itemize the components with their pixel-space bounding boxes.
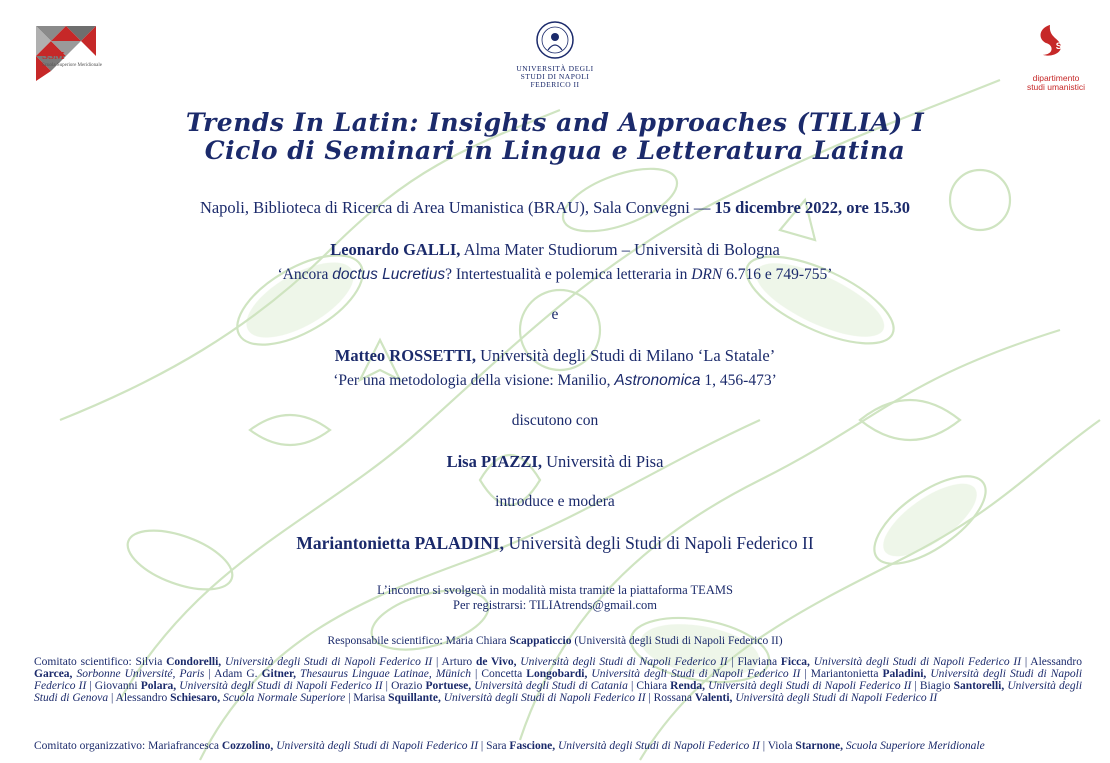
committee-text-run: | Marisa bbox=[345, 692, 389, 704]
svg-text:SU: SU bbox=[1055, 41, 1069, 52]
speaker-1 bbox=[0, 240, 1110, 260]
discuss-label: discutono con bbox=[511, 412, 599, 429]
info-teams: L’incontro si svolgerà in modalità mista tramite la piattaforma TEAMS bbox=[377, 583, 733, 597]
committee-text-run: Gitner, bbox=[261, 668, 296, 680]
committee-text-run: Comitato organizzativo: Mariafrancesca bbox=[34, 740, 222, 752]
committee-text-run: Garcea, bbox=[34, 668, 73, 680]
committee-text-run: Fascione, bbox=[509, 740, 556, 752]
committee-text-run: Paladini, bbox=[882, 668, 927, 680]
committee-text-run: Renda, bbox=[670, 680, 705, 692]
responsabile-surname: Scappaticcio bbox=[509, 635, 572, 647]
responsabile-line bbox=[0, 635, 1110, 647]
speaker-2-name: Matteo ROSSETTI, bbox=[334, 346, 476, 365]
university-name: UNIVERSITÀ DEGLI STUDI DI NAPOLI FEDERICO II bbox=[516, 64, 594, 89]
su-label-line2: studi umanistici bbox=[1026, 82, 1086, 92]
ssm-logo-subtext: Scuola Superiore Meridionale bbox=[42, 63, 102, 68]
committee-text-run: | Biagio bbox=[911, 680, 954, 692]
committee-text-run: Università degli Studi di Napoli Federico II bbox=[732, 692, 938, 704]
committee-text-run: Università degli Studi di Napoli Federico II bbox=[555, 740, 760, 752]
committee-text-run: Ficca, bbox=[780, 656, 810, 668]
committee-text-run: de Vivo, bbox=[475, 656, 517, 668]
committee-text-run: Comitato scientifico: Silvia bbox=[34, 656, 167, 668]
talk-1-part: ‘Ancora bbox=[277, 266, 333, 283]
committee-text-run: Longobardi, bbox=[526, 668, 588, 680]
venue-place: Napoli, Biblioteca di Ricerca di Area Umanistica (BRAU), Sala Convegni — bbox=[199, 198, 715, 217]
su-department-logo-icon bbox=[1010, 22, 1090, 72]
committee-text-run: Santorelli, bbox=[953, 680, 1005, 692]
committee-text-run: Cozzolino, bbox=[221, 740, 274, 752]
committee-text-run: Portuese, bbox=[425, 680, 472, 692]
committee-text-run: Università degli Studi di Napoli Federico II bbox=[273, 740, 479, 752]
su-label-line1: dipartimento bbox=[1032, 73, 1080, 83]
responsabile-prefix: Responsabile scientifico: Maria Chiara bbox=[327, 635, 510, 647]
moderator bbox=[0, 533, 1110, 554]
venue-date: 15 dicembre 2022, ore 15.30 bbox=[714, 198, 911, 217]
committee-text-run: Thesaurus Linguae Latinae, Münich bbox=[295, 668, 471, 680]
university-seal-icon bbox=[535, 20, 575, 60]
speaker-2-affiliation: Università degli Studi di Milano ‘La Statale’ bbox=[475, 346, 776, 365]
committee-text-run: Valenti, bbox=[694, 692, 733, 704]
committee-text-run: Scuola Normale Superiore bbox=[220, 692, 346, 704]
committee-text-run: Università degli Studi di Catania bbox=[471, 680, 628, 692]
committee-text-run: | Orazio bbox=[382, 680, 426, 692]
moderator-affiliation: Università degli Studi di Napoli Federico II bbox=[504, 533, 814, 553]
committee-text-run: Università degli Studi di Napoli Federico II bbox=[809, 656, 1022, 668]
committee-text-run: | Rossana bbox=[645, 692, 695, 704]
committee-text-run: | Sara bbox=[478, 740, 510, 752]
committee-text-run: Squillante, bbox=[388, 692, 441, 704]
committee-text-run: Università degli Studi di Genova bbox=[34, 680, 1083, 704]
discussant bbox=[0, 452, 1110, 472]
talk-2-part: 1, 456-473’ bbox=[700, 372, 777, 389]
committee-text-run: | Flaviana bbox=[727, 656, 781, 668]
committee-text-run: | Alessandro bbox=[1021, 656, 1083, 668]
comitato-scientifico bbox=[34, 656, 1082, 704]
committee-text-run: | Adam G. bbox=[204, 668, 262, 680]
talk-2-part: Astronomica bbox=[614, 372, 701, 389]
speaker-1-talk bbox=[0, 266, 1110, 284]
committee-text-run: | Mariantonietta bbox=[800, 668, 883, 680]
university-logo bbox=[510, 20, 600, 90]
responsabile-suffix: (Università degli Studi di Napoli Federico II) bbox=[571, 635, 783, 647]
committee-text-run: Università degli Studi di Napoli Federico II bbox=[587, 668, 801, 680]
talk-1-part: DRN bbox=[691, 266, 723, 283]
speaker-2 bbox=[0, 346, 1110, 366]
talk-1-part: 6.716 e 749-755’ bbox=[722, 266, 833, 283]
venue-line bbox=[0, 198, 1110, 218]
committee-text-run: Università degli Studi di Napoli Federico II bbox=[221, 656, 433, 668]
committee-text-run: Scuola Superiore Meridionale bbox=[843, 740, 985, 752]
talk-2-part: ‘Per una metodologia della visione: Manilio, bbox=[333, 372, 615, 389]
committee-text-run: Condorelli, bbox=[166, 656, 222, 668]
speaker-2-talk bbox=[0, 372, 1110, 390]
committee-text-run: | Viola bbox=[759, 740, 796, 752]
moderator-name: Mariantonietta PALADINI, bbox=[296, 533, 505, 553]
committee-text-run: Università degli Studi di Napoli Federico II bbox=[34, 668, 1083, 692]
committee-text-run: | Giovanni bbox=[86, 680, 141, 692]
discussant-affiliation: Università di Pisa bbox=[541, 452, 664, 471]
info-registration: Per registrarsi: TILIAtrends@gmail.com bbox=[453, 598, 657, 612]
committee-text-run: Università degli Studi di Napoli Federico II bbox=[176, 680, 383, 692]
committee-text-run: Università degli Studi di Napoli Federico II bbox=[704, 680, 912, 692]
comitato-organizzativo bbox=[34, 740, 1082, 752]
committee-text-run: | Alessandro bbox=[108, 692, 171, 704]
title-line-2: Ciclo di Seminari in Lingua e Letteratura Latina bbox=[204, 136, 906, 165]
committee-text-run: Università degli Studi di Napoli Federico II bbox=[516, 656, 728, 668]
committee-text-run: Schiesaro, bbox=[170, 692, 221, 704]
committee-text-run: Starnone, bbox=[795, 740, 844, 752]
talk-1-part: doctus Lucretius bbox=[332, 266, 446, 283]
ssm-logo-text: SSM bbox=[42, 50, 65, 62]
committee-text-run: | Arturo bbox=[432, 656, 476, 668]
talk-1-part: ? Intertestualità e polemica letteraria in bbox=[445, 266, 692, 283]
title-line-1: Trends In Latin: Insights and Approaches (TILIA) I bbox=[185, 108, 925, 137]
committee-text-run: Sorbonne Université, Paris bbox=[72, 668, 205, 680]
committee-text-run: Università degli Studi di Napoli Federico II bbox=[440, 692, 646, 704]
speaker-1-affiliation: Alma Mater Studiorum – Università di Bologna bbox=[460, 240, 780, 259]
moderator-label: introduce e modera bbox=[495, 493, 615, 510]
conjunction: e bbox=[551, 306, 559, 323]
committee-text-run: | Concetta bbox=[470, 668, 527, 680]
speaker-1-name: Leonardo GALLI, bbox=[330, 240, 461, 259]
committee-text-run: | Chiara bbox=[627, 680, 671, 692]
discussant-name: Lisa PIAZZI, bbox=[446, 452, 542, 471]
committee-text-run: Polara, bbox=[140, 680, 177, 692]
su-department-label bbox=[1018, 74, 1094, 92]
